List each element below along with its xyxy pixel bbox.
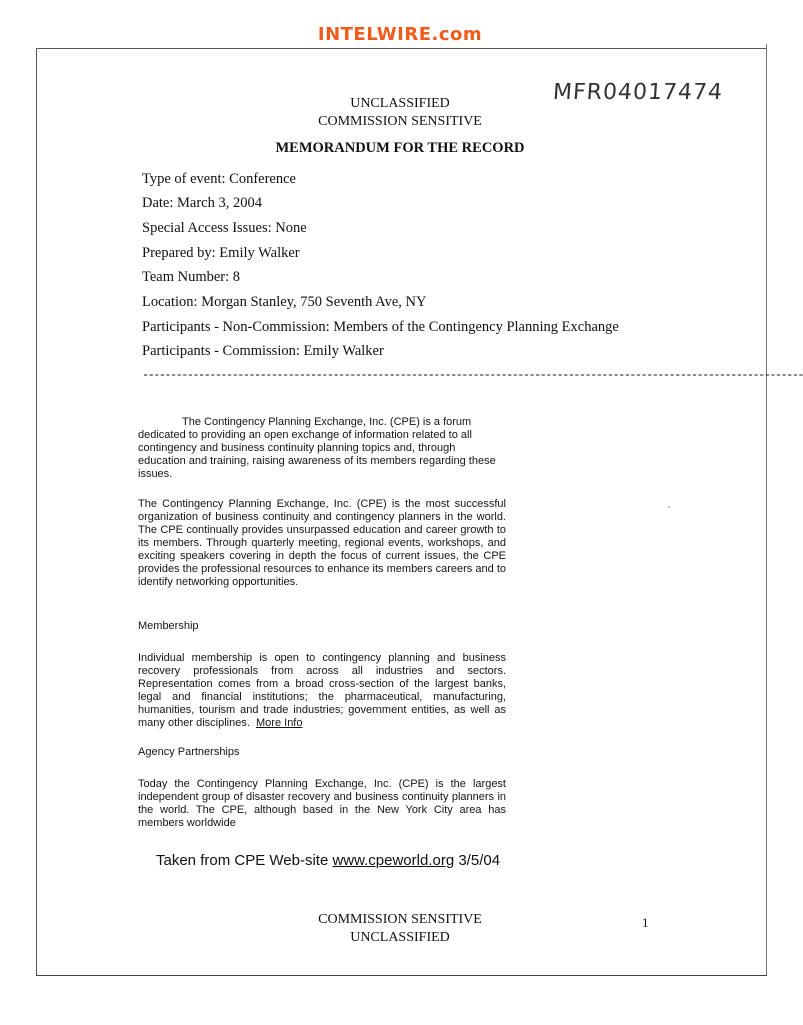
field-special-access: Special Access Issues: None	[142, 220, 307, 236]
paragraph-first-line: The Contingency Planning Exchange, Inc. (CPE) is a forum	[182, 416, 472, 428]
field-location: Location: Morgan Stanley, 750 Seventh Ave, NY	[142, 294, 427, 310]
page-border-top	[36, 48, 767, 49]
source-date: 3/5/04	[458, 852, 501, 869]
separator-line: ----------------------------------------------------------------------------------------------------------------------	[142, 368, 803, 382]
site-banner: INTELWIRE.com	[317, 24, 483, 45]
field-participants-commission: Participants - Commission: Emily Walker	[142, 343, 384, 359]
field-prepared-by: Prepared by: Emily Walker	[142, 245, 300, 261]
field-team-number: Team Number: 8	[142, 269, 241, 285]
source-prefix: Taken from CPE Web-site	[156, 852, 329, 869]
scan-speck	[668, 506, 670, 508]
memo-title: MEMORANDUM FOR THE RECORD	[275, 140, 525, 156]
field-participants-non-commission: Participants - Non-Commission: Members of the Contingency Planning Exchange	[142, 319, 619, 335]
header-sensitivity: COMMISSION SENSITIVE	[318, 114, 482, 129]
paragraph-membership	[138, 652, 506, 730]
page-border-left	[36, 48, 37, 976]
page-border-right	[766, 44, 767, 976]
more-info-link[interactable]: More Info	[256, 717, 303, 729]
footer-sensitivity: COMMISSION SENSITIVE	[318, 912, 482, 927]
paragraph-continuation: dedicated to providing an open exchange of information related to all contingency and business continuity planning topics and, through education and training, raising awareness of its members regarding these issues.	[138, 429, 496, 480]
membership-text: Individual membership is open to contingency planning and business recovery professionals from across all industries and sectors. Representation comes from a broad cross-section of the largest banks, legal and financial institutions; the pharmaceutical, manufacturing, humanities, tourism and trade industries; government entities, as well as many other disciplines.	[138, 652, 506, 729]
header-classification: UNCLASSIFIED	[350, 96, 450, 111]
page-number: 1	[642, 915, 649, 930]
paragraph-cpe-organization: The Contingency Planning Exchange, Inc. (CPE) is the most successful organization of business continuity and contingency planners in the world. The CPE continually provides unsurpassed education and career growth to its members. Through quarterly meeting, regional events, workshops, and exciting speakers covering in depth the focus of current issues, the CPE provides the professional resources to enhance its members careers and to identify networking opportunities.	[138, 498, 506, 588]
field-event-type: Type of event: Conference	[142, 171, 296, 187]
heading-membership: Membership	[138, 620, 199, 632]
heading-agency-partnerships: Agency Partnerships	[138, 746, 240, 758]
paragraph-partnerships: Today the Contingency Planning Exchange, Inc. (CPE) is the largest independent group of disaster recovery and business continuity planners in the world. The CPE, although based in the New York City area has members worldwide	[138, 778, 506, 829]
source-attribution	[156, 852, 500, 869]
footer-classification: UNCLASSIFIED	[350, 930, 450, 945]
handwritten-document-id: MFR04017474	[552, 80, 724, 105]
source-url-link[interactable]: www.cpeworld.org	[332, 852, 455, 869]
page-border-bottom	[36, 975, 767, 976]
field-date: Date: March 3, 2004	[142, 195, 262, 211]
paragraph-cpe-forum	[138, 416, 506, 481]
